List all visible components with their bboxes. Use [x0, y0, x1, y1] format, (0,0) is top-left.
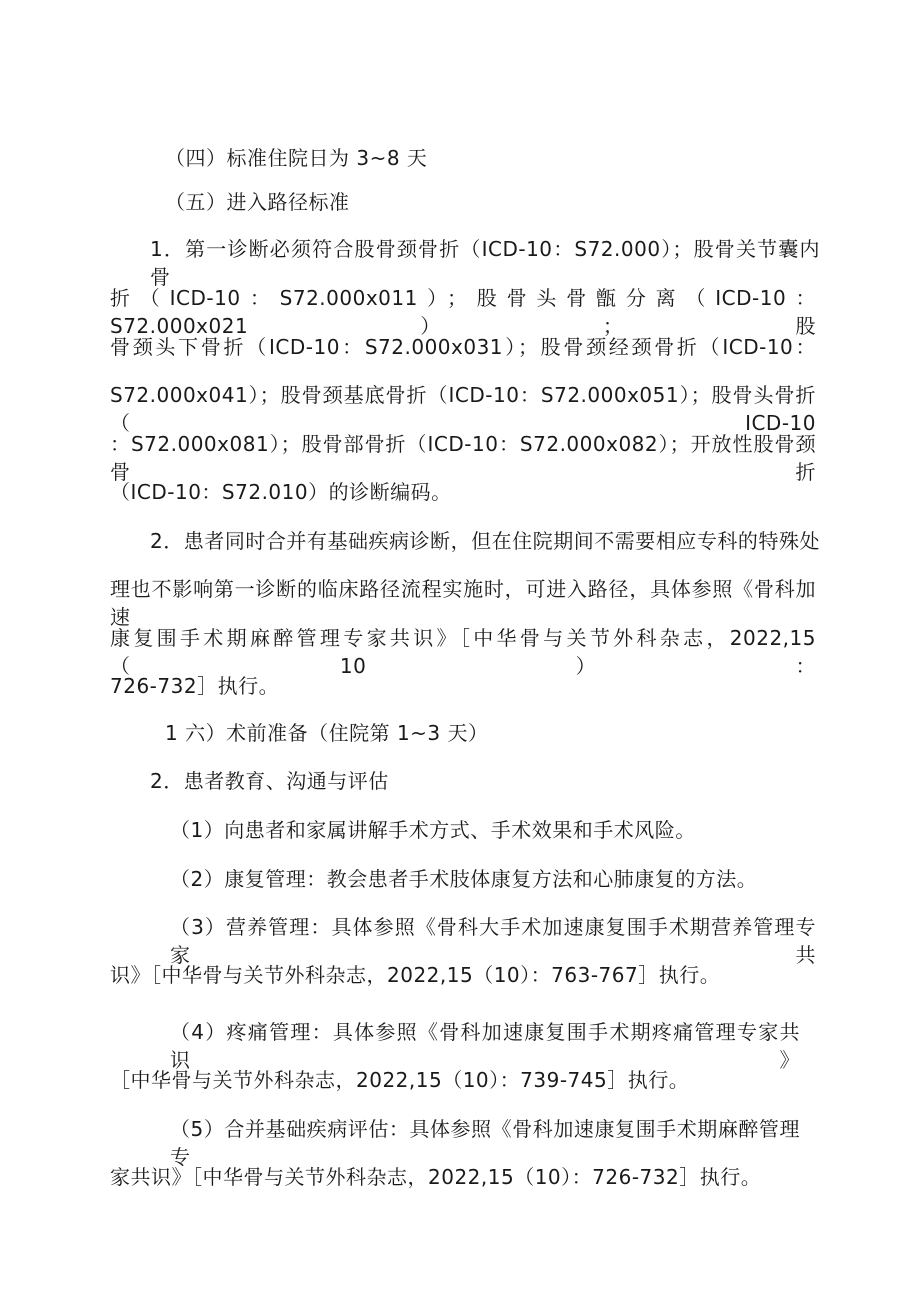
paragraph-line: 726-732］执行。 [110, 674, 280, 698]
paragraph-line: 1．第一诊断必须符合股骨颈骨折（ICD-10：S72.000）；股骨关节囊内骨 [150, 237, 820, 289]
paragraph-line: 康复围手术期麻醉管理专家共识》［中华骨与关节外科杂志，2022,15（10）： [110, 626, 816, 678]
list-item-continuation: ［中华骨与关节外科杂志，2022,15（10）：739-745］执行。 [110, 1068, 690, 1092]
paragraph-line: 理也不影响第一诊断的临床路径流程实施时，可进入路径，具体参照《骨科加速 [110, 577, 816, 629]
paragraph-line: 2．患者同时合并有基础疾病诊断，但在住院期间不需要相应专科的特殊处 [150, 529, 820, 553]
paragraph-line: （ICD-10：S72.010）的诊断编码。 [110, 480, 452, 504]
section-heading-preop: 1 六）术前准备（住院第 1~3 天） [165, 721, 489, 745]
list-item: （1）向患者和家属讲解手术方式、手术效果和手术风险。 [170, 818, 696, 842]
paragraph-line: S72.000x041）；股骨颈基底骨折（ICD-10：S72.000x051）；股骨头骨折（ICD-10 [110, 383, 816, 435]
list-item: （3）营养管理：具体参照《骨科大手术加速康复围手术期营养管理专家共 [170, 915, 816, 967]
list-item: （5）合并基础疾病评估：具体参照《骨科加速康复围手术期麻醉管理专 [170, 1117, 800, 1169]
section-heading-pathway-criteria: （五）进入路径标准 [165, 190, 350, 214]
subsection-heading-education: 2．患者教育、沟通与评估 [150, 769, 389, 793]
paragraph-line: 骨颈头下骨折（ICD-10：S72.000x031）；股骨颈经颈骨折（ICD-10： [110, 335, 816, 359]
paragraph-line: ：S72.000x081）；股骨部骨折（ICD-10：S72.000x082）；开放性股骨颈骨折 [110, 432, 816, 484]
list-item: （2）康复管理：教会患者手术肢体康复方法和心肺康复的方法。 [170, 867, 758, 891]
list-item-continuation: 识》［中华骨与关节外科杂志，2022,15（10）：763-767］执行。 [110, 963, 721, 987]
section-heading-hospital-stay: （四）标准住院日为 3~8 天 [165, 146, 428, 170]
list-item: （4）疼痛管理：具体参照《骨科加速康复围手术期疼痛管理专家共识》 [170, 1020, 800, 1072]
list-item-continuation: 家共识》［中华骨与关节外科杂志，2022,15（10）：726-732］执行。 [110, 1165, 762, 1189]
paragraph-line: 折（ICD-10：S72.000x011）；股骨头骨甑分离（ICD-10：S72.000x021）；股 [110, 286, 816, 338]
